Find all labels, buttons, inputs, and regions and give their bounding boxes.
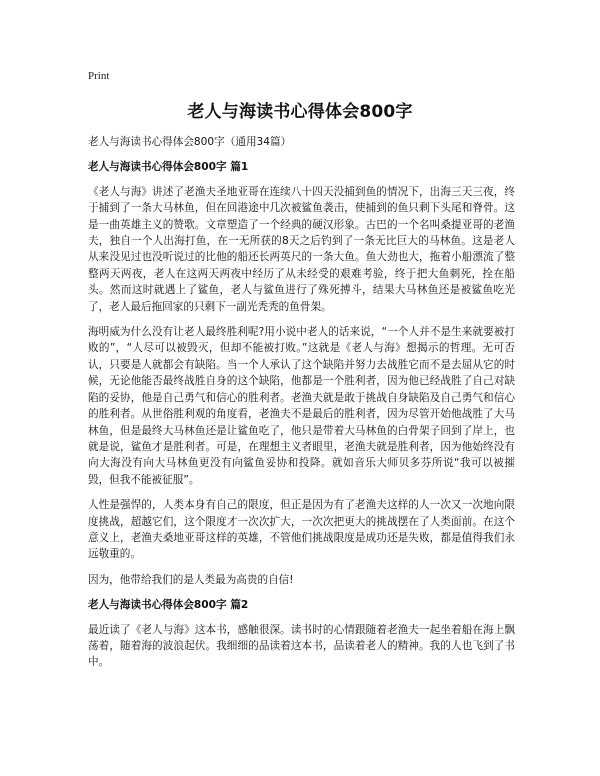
paragraph: 人性是强悍的，人类本身有自己的限度，但正是因为有了老渔夫这样的人一次又一次地向限度挑战，超越它们，这个限度才一次次扩大，一次次把更大的挑战摆在了人类面前。在这个意义上，老渔夫桑地亚哥这样的英雄，不管他们挑战限度是成功还是失败，都是值得我们永远敬重的。 (88, 499, 515, 561)
print-label: Print (88, 70, 110, 82)
paragraph: 因为，他带给我们的是人类最为高贵的自信! (88, 573, 294, 586)
document-subtitle: 老人与海读书心得体会800字（通用34篇） (88, 136, 292, 148)
paragraph: 《老人与海》讲述了老渔夫圣地亚哥在连续八十四天没捕到鱼的情况下，出海三天三夜，终于捕到了一条大马林鱼，但在回港途中几次被鲨鱼袭击，使捕到的鱼只剩下头尾和脊骨。这是一曲英雄主义的赞歌。文章塑造了一个经典的硬汉形象。古巴的一个名叫桑提亚哥的老渔夫，独自一个人出海打鱼，在一无所获的8天之后钓到了一条无比巨大的马林鱼。这是老人从来没见过也没听说过的比他的船还长两英尺的一条大鱼。鱼大劲也大，拖着小船漂流了整整两天两夜，老人在这两天两夜中经历了从未经受的艰难考验，终于把大鱼刺死，拴在船头。然而这时就遇上了鲨鱼，老人与鲨鱼进行了殊死搏斗，结果大马林鱼还是被鲨鱼吃光了，老人最后拖回家的只剩下一副光秃秃的鱼骨架。 (88, 185, 515, 313)
document-body (88, 134, 515, 680)
section-heading: 老人与海读书心得体会800字 篇2 (88, 599, 249, 612)
paragraph: 海明威为什么没有让老人最终胜利呢?用小说中老人的话来说，“一个人并不是生来就要被打败的”，“人尽可以被毁灭，但却不能被打败。”这就是《老人与海》想揭示的哲理。无可否认，只要是人就都会有缺陷。当一个人承认了这个缺陷并努力去战胜它而不是去屈从它的时候，无论他能否最终战胜自身的这个缺陷，他都是一个胜利者，因为他已经战胜了自己对缺陷的妥协，他是自己勇气和信心的胜利者。老渔夫就是敢于挑战自身缺陷及自己勇气和信心的胜利者。从世俗胜利观的角度看，老渔夫不是最后的胜利者，因为尽管开始他战胜了大马林鱼，但是最终大马林鱼还是让鲨鱼吃了，他只是带着大马林鱼的白骨架子回到了岸上，也就是说，鲨鱼才是胜利者。可是，在理想主义者眼里，老渔夫就是胜利者，因为他始终没有向大海没有向大马林鱼更没有向鲨鱼妥协和投降。就如音乐大师贝多芬所说“我可以被摧毁，但我不能被征服”。 (88, 326, 515, 486)
page-title: 老人与海读书心得体会800字 (187, 102, 413, 122)
section-heading: 老人与海读书心得体会800字 篇1 (88, 161, 249, 174)
section-1 (88, 159, 515, 588)
section-2 (88, 597, 515, 671)
paragraph: 最近读了《老人与海》这本书，感触很深。读书时的心情跟随着老渔夫一起坐着船在海上飘荡着，随着海的波浪起伏。我细细的品读着这本书，品读着老人的精神。我的人也飞到了书中。 (88, 623, 515, 669)
